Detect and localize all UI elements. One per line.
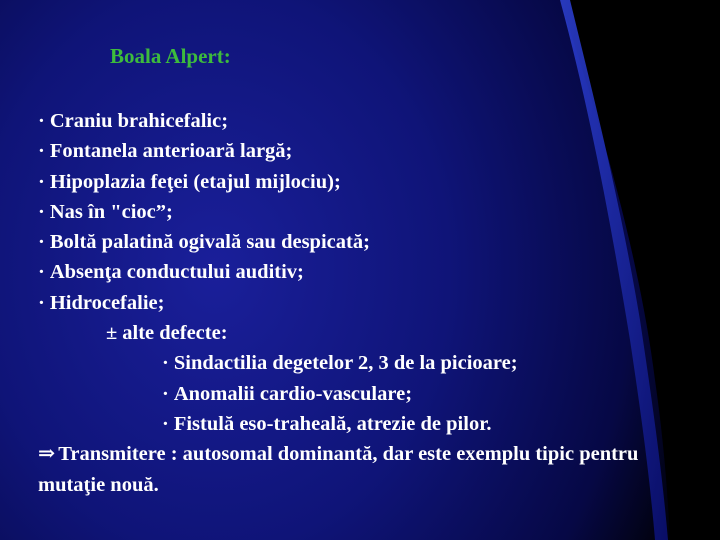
bullet-icon: ·	[162, 412, 169, 435]
transmission-note	[38, 439, 678, 496]
bullet-icon: ·	[38, 291, 45, 314]
bullet-icon: ·	[38, 200, 45, 223]
bullet-icon: ·	[38, 140, 45, 163]
slide-title: Boala Alpert:	[110, 44, 231, 68]
feature-text: Fontanela anterioară largă;	[49, 140, 293, 163]
feature-text: Absenţa conductului auditiv;	[49, 261, 304, 284]
transmission-text: Transmitere : autosomal dominantă, dar este exemplu tipic pentru mutaţie nouă.	[38, 443, 639, 496]
other-defect-item	[38, 409, 698, 439]
bullet-icon: ·	[38, 231, 45, 254]
implies-arrow-icon: ⇒	[38, 443, 56, 466]
other-defect-text: Anomalii cardio-vasculare;	[173, 382, 413, 405]
feature-text: Craniu brahicefalic;	[49, 110, 229, 132]
bullet-icon: ·	[38, 110, 45, 132]
other-defect-item	[38, 379, 698, 409]
feature-item	[38, 106, 698, 136]
plus-minus-icon: ±	[106, 322, 118, 345]
feature-item	[38, 136, 698, 166]
feature-item	[38, 288, 698, 318]
other-defect-text: Sindactilia degetelor 2, 3 de la picioare;	[173, 352, 518, 375]
bullet-icon: ·	[162, 382, 169, 405]
feature-item	[38, 257, 698, 287]
slide-body	[38, 106, 698, 496]
other-defect-item	[38, 348, 698, 378]
other-defects-heading	[38, 318, 698, 348]
feature-item	[38, 227, 698, 257]
bullet-icon: ·	[38, 170, 45, 193]
bullet-icon: ·	[162, 352, 169, 375]
other-defect-text: Fistulă eso-traheală, atrezie de pilor.	[173, 412, 492, 435]
feature-text: Hipoplazia feţei (etajul mijlociu);	[49, 170, 341, 193]
feature-text: Nas în "cioc”;	[49, 200, 173, 223]
feature-item	[38, 197, 698, 227]
other-defects-label: alte defecte:	[122, 322, 228, 345]
feature-text: Boltă palatină ogivală sau despicată;	[49, 231, 370, 254]
bullet-icon: ·	[38, 261, 45, 284]
feature-text: Hidrocefalie;	[49, 291, 165, 314]
feature-item	[38, 167, 698, 197]
